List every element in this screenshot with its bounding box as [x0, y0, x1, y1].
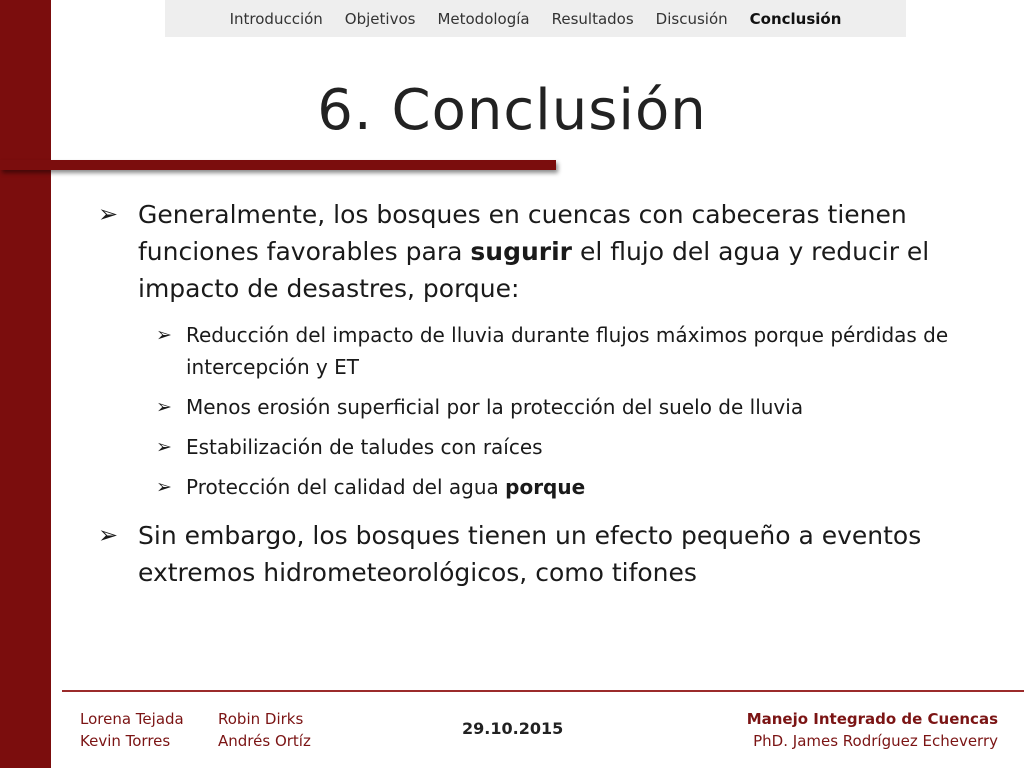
author-name: Kevin Torres — [80, 732, 171, 750]
bullet-text: Protección del calidad del agua — [186, 475, 506, 499]
arrowhead-bullet-icon: ➢ — [156, 476, 172, 498]
slide-title: 6. Conclusión — [317, 78, 707, 143]
bullet-main-2 — [98, 517, 978, 591]
bullet-text: Generalmente, los bosques en cuencas con cabeceras tienen funciones favorables para — [138, 200, 907, 266]
course-name: Manejo Integrado de Cuencas — [746, 710, 998, 728]
arrowhead-bullet-icon: ➢ — [98, 200, 119, 228]
slide-content — [98, 196, 978, 603]
footer-authors-left — [80, 708, 184, 752]
nav-metodologia[interactable]: Metodología — [437, 9, 530, 28]
bullet-text: Estabilización de taludes con raíces — [186, 435, 543, 459]
bullet-sub-1 — [156, 319, 978, 383]
bullet-main-1 — [98, 196, 978, 307]
nav-conclusion[interactable]: Conclusión — [749, 9, 842, 28]
author-name: Andrés Ortíz — [218, 732, 311, 750]
footer-divider — [62, 690, 1024, 692]
section-nav — [165, 0, 906, 37]
bullet-emphasis: porque — [505, 475, 586, 499]
nav-discusion[interactable]: Discusión — [655, 9, 728, 28]
arrowhead-bullet-icon: ➢ — [156, 396, 172, 418]
footer-course — [747, 708, 998, 752]
bullet-text: el flujo del agua y reducir el impacto de desastres, porque: — [138, 237, 930, 303]
bullet-text: Reducción del impacto de lluvia durante flujos máximos porque pérdidas de intercepción y ET — [186, 323, 949, 379]
author-name: Lorena Tejada — [80, 710, 184, 728]
footer-authors-right — [218, 708, 311, 752]
arrowhead-bullet-icon: ➢ — [98, 521, 119, 549]
nav-resultados[interactable]: Resultados — [551, 9, 634, 28]
bullet-text: Menos erosión superficial por la protección del suelo de lluvia — [186, 395, 804, 419]
bullet-sub-3 — [156, 431, 978, 463]
bullet-sub-4 — [156, 471, 978, 503]
bullet-emphasis: sugurir — [470, 237, 572, 266]
nav-objetivos[interactable]: Objetivos — [344, 9, 416, 28]
title-underline — [0, 160, 556, 170]
nav-introduccion[interactable]: Introducción — [229, 9, 323, 28]
professor-name: PhD. James Rodríguez Echeverry — [753, 732, 998, 750]
bullet-text: Sin embargo, los bosques tienen un efecto pequeño a eventos extremos hidrometeorológicos, como tifones — [138, 521, 922, 587]
arrowhead-bullet-icon: ➢ — [156, 436, 172, 458]
bullet-sub-2 — [156, 391, 978, 423]
author-name: Robin Dirks — [218, 710, 304, 728]
arrowhead-bullet-icon: ➢ — [156, 324, 172, 346]
footer-date: 29.10.2015 — [462, 719, 564, 738]
